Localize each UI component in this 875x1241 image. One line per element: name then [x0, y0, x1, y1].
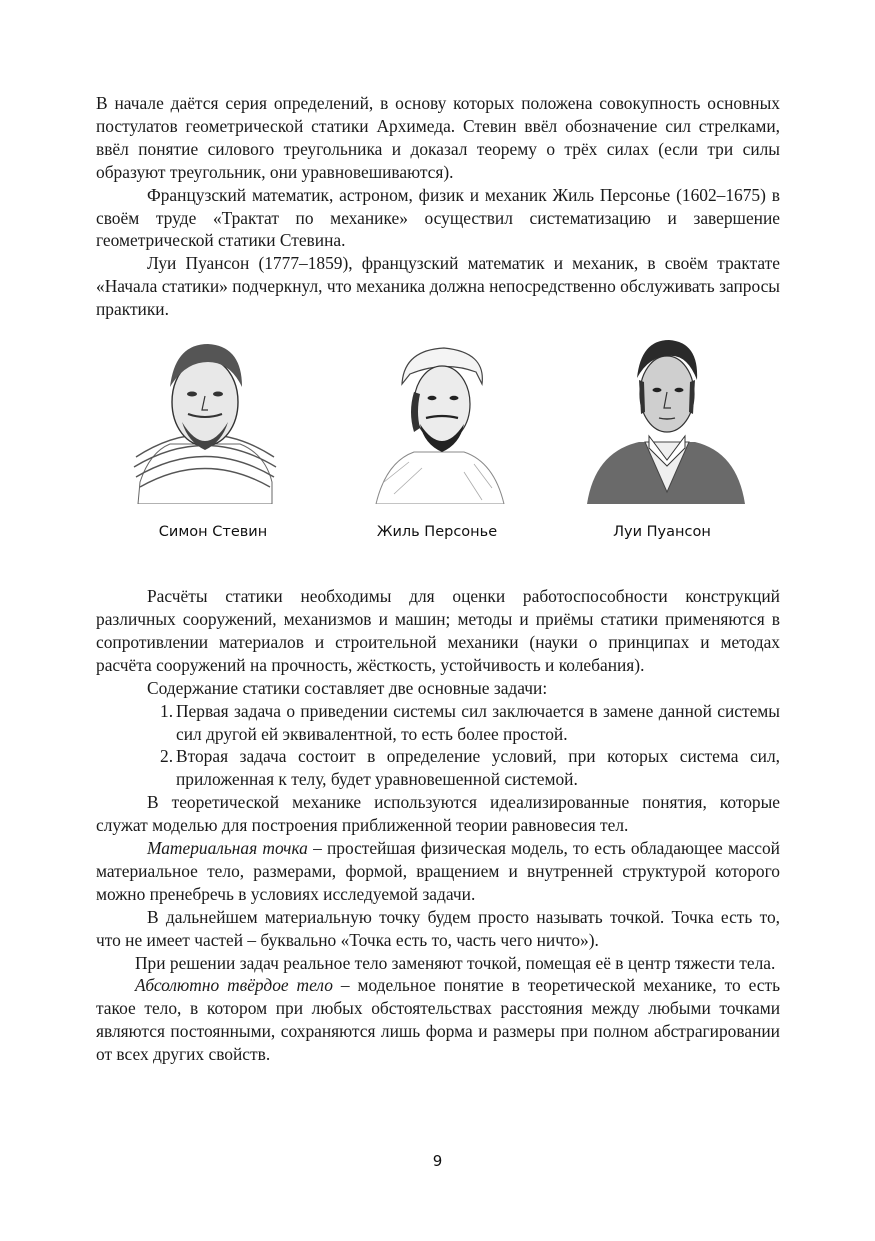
- material-point-paragraph: [96, 837, 780, 906]
- intro-paragraph: В начале даётся серия определений, в основу которых положена совокупность основных постулатов геометрической статики Архимеда. Стевин ввёл обозначение сил стрелками, ввёл понятие силового треугольника и доказал теорему о трёх силах (если три силы образуют треугольник, они уравновешиваются).: [96, 93, 780, 182]
- caption-poinsot: Луи Пуансон: [613, 524, 711, 541]
- caption-stevin: Симон Стевин: [158, 524, 268, 541]
- portraits-row: [96, 332, 780, 575]
- page-body: [96, 92, 780, 1066]
- material-point-text: – простейшая физическая модель, то есть обладающее массой материальное тело, размерами, формой, вращением и внутренней структурой которого можно пренебречь в условиях исследуемой задачи.: [96, 838, 780, 904]
- list-item: [96, 700, 780, 746]
- personier-paragraph: Французский математик, астроном, физик и механик Жиль Персонье (1602–1675) в своём труде «Трактат по механике» осуществил систематизацию и завершение геометрической статики Стевина.: [96, 184, 780, 251]
- tasks-intro: Содержание статики составляет две основные задачи:: [147, 677, 548, 698]
- stevin-portrait-icon: [130, 332, 280, 504]
- portrait-poinsot: [587, 332, 747, 504]
- poinsot-paragraph: Луи Пуансон (1777–1859), французский математик и механик, в своём трактате «Начала статики» подчеркнул, что механика должна непосредственно обслуживать запросы практики.: [96, 253, 780, 320]
- portrait-stevin: [130, 332, 280, 504]
- caption-personier: Жиль Персонье: [376, 524, 498, 541]
- list-item-number: 1.: [160, 700, 174, 721]
- list-item-number: 2.: [160, 746, 174, 767]
- poinsot-portrait-icon: [587, 332, 747, 504]
- page-number: 9: [432, 1152, 443, 1170]
- idealized-paragraph: В теоретической механике используются идеализированные понятия, которые служат моделью для построения приближенной теории равновесия тел.: [96, 792, 780, 836]
- center-paragraph: При решении задач реальное тело заменяют точкой, помещая её в центр тяжести тела.: [135, 952, 776, 973]
- tasks-list: [96, 700, 780, 792]
- list-item-text: Вторая задача состоит в определение условий, при которых система сил, приложенная к телу, будет уравновешенной системой.: [176, 746, 780, 790]
- personier-portrait-icon: [364, 332, 514, 504]
- material-point-term: Материальная точка: [147, 838, 308, 859]
- list-item-text: Первая задача о приведении системы сил заключается в замене данной системы сил другой ей эквивалентной, то есть более простой.: [176, 700, 780, 744]
- rigid-body-text: – модельное понятие в теоретической механике, то есть такое тело, в котором при любых обстоятельствах расстояния между любыми точками являются постоянными, сохраняются лишь форма и размеры при полном абстрагировании от всех других свойств.: [96, 975, 780, 1065]
- rigid-body-term: Абсолютно твёрдое тело: [135, 975, 333, 996]
- point-paragraph: В дальнейшем материальную точку будем просто называть точкой. Точка есть то, что не имеет частей – буквально «Точка есть то, часть чего ничто»).: [96, 906, 780, 950]
- list-item: [96, 745, 780, 791]
- statics-paragraph: Расчёты статики необходимы для оценки работоспособности конструкций различных сооружений, механизмов и машин; методы и приёмы статики применяются в сопротивлении материалов и строительной механики (науки о принципах и методах расчёта сооружений на прочность, жёсткость, устойчивость и колебания).: [96, 586, 780, 675]
- rigid-body-paragraph: [96, 974, 780, 1066]
- portrait-personier: [364, 332, 514, 504]
